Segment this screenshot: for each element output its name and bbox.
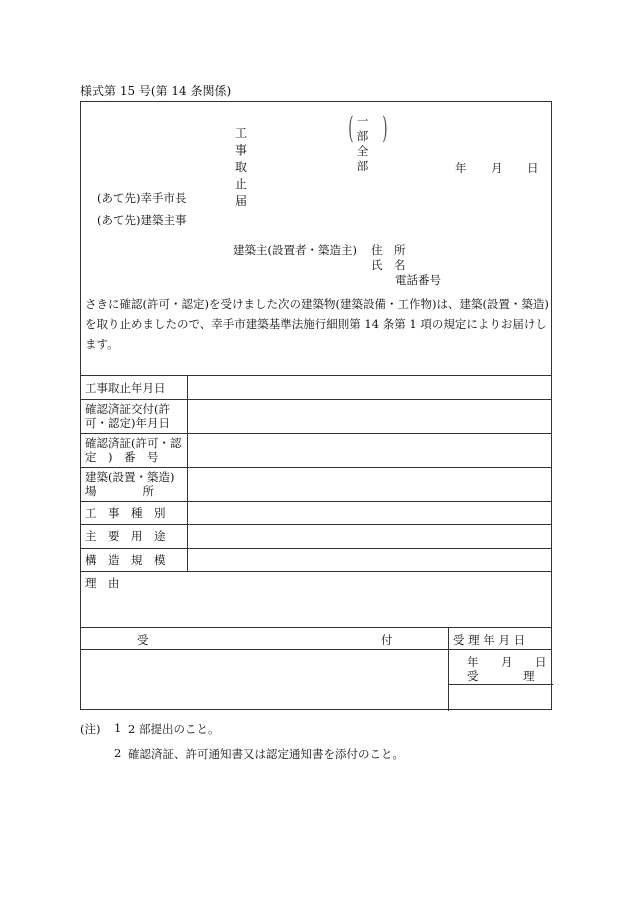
- receipt-day-label: 日: [535, 655, 547, 669]
- row-divider: [81, 524, 551, 525]
- right-paren-icon: ): [382, 111, 388, 146]
- title-option-all: 全部: [356, 144, 375, 173]
- row-divider: [81, 433, 551, 434]
- receipt-header-line: [81, 649, 551, 650]
- row-divider: [81, 467, 551, 468]
- receipt-person-label-2: 理: [523, 669, 535, 683]
- row-label-main-use: 主 要 用 途: [85, 529, 166, 543]
- note-1-number: 1: [114, 721, 122, 735]
- row-label-certificate-number: 確認済証(許可・認 定 ) 番 号: [85, 436, 182, 464]
- table-top-line: [81, 375, 551, 376]
- row-label-structure-scale: 構 造 規 模: [85, 553, 166, 567]
- row-divider: [81, 399, 551, 400]
- address-label: 住 所: [371, 243, 406, 257]
- receipt-month-label: 月: [501, 655, 513, 669]
- receipt-column-divider: [448, 627, 449, 711]
- title-option-partial: 一部: [356, 114, 375, 143]
- row-label-certificate-date: 確認済証交付(許 可・認定)年月日: [85, 402, 170, 430]
- applicant-label: 建築主(設置者・築造主): [233, 243, 357, 257]
- receipt-year-label: 年: [467, 655, 479, 669]
- row-label-work-type: 工 事 種 別: [85, 506, 166, 520]
- row-divider: [81, 548, 551, 549]
- receipt-left-label: 受: [137, 633, 149, 647]
- declaration-text: さきに確認(許可・認定)を受けました次の建築物(建築設備・工作物)は、建築(設置・築造)を取り止めましたので、幸手市建築基準法施行細則第 14 条第 1 項の規定によりお届けします。: [85, 297, 549, 351]
- form-title: 工事取止届: [235, 126, 265, 208]
- name-label: 氏 名: [371, 258, 406, 272]
- row-label-cancel-date: 工事取止年月日: [85, 381, 166, 395]
- form-number: 様式第 15 号(第 14 条関係): [80, 84, 232, 98]
- note-2-text: 確認済証、許可通知書又は認定通知書を添付のこと。: [128, 747, 404, 761]
- notes-prefix: (注): [80, 722, 101, 736]
- reason-bottom-line: [81, 627, 551, 628]
- row-label-location: 建築(設置・築造) 場 所: [85, 470, 175, 498]
- addressee-mayor: (あて先)幸手市長: [97, 191, 187, 205]
- title-options: [345, 111, 391, 173]
- receipt-person-label-1: 受: [467, 669, 479, 683]
- reason-label: 理 由: [85, 576, 120, 590]
- receipt-inner-line: [448, 684, 553, 685]
- date-day-label: 日: [527, 161, 539, 175]
- receipt-right-label: 付: [381, 633, 393, 647]
- addressee-building-official: (あて先)建築主事: [97, 213, 187, 227]
- date-year-label: 年: [455, 161, 467, 175]
- row-divider: [81, 571, 551, 572]
- label-column-divider: [187, 375, 188, 571]
- left-paren-icon: (: [348, 111, 354, 146]
- note-2-number: 2: [114, 746, 122, 760]
- note-1-text: 2 部提出のこと。: [128, 722, 220, 736]
- row-divider: [81, 501, 551, 502]
- notification-form: [80, 101, 552, 710]
- receipt-date-header: 受 理 年 月 日: [453, 633, 526, 647]
- phone-label: 電話番号: [395, 273, 441, 287]
- date-month-label: 月: [491, 161, 503, 175]
